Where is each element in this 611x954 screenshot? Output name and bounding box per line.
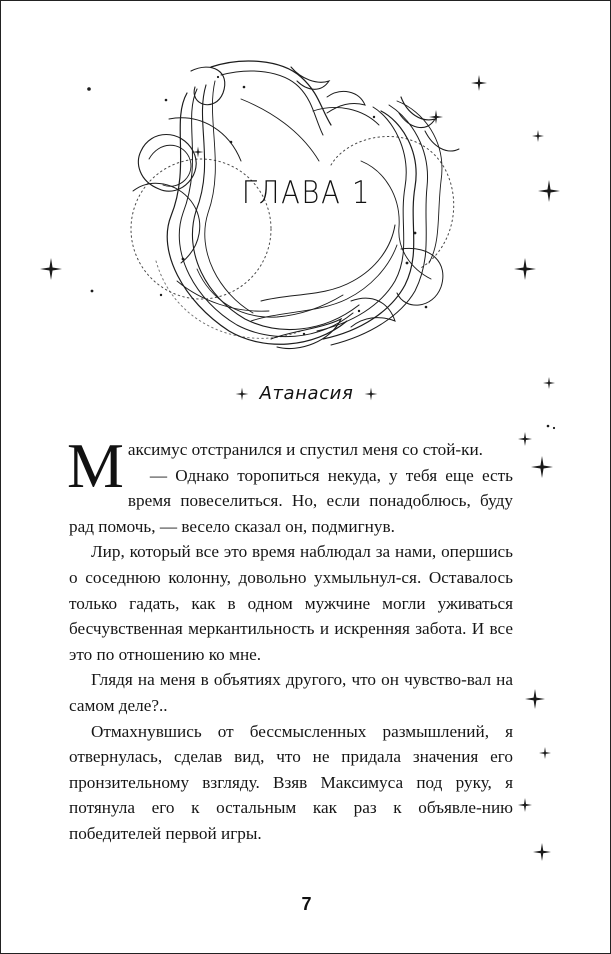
chapter-body-text	[67, 430, 513, 847]
paragraph-4: Глядя на меня в объятиях другого, что он чувство-вал на самом деле?..	[69, 670, 513, 715]
star-icon	[363, 386, 379, 402]
paragraph-3: Лир, который все это время наблюдал за нами, опершись о соседнюю колонну, довольно ухмыльнул-ся. Оставалось только гадать, как в одном мужчине могли уживаться бесчувственная меркантильность и искренняя забота. И все это по отношению ко мне.	[69, 542, 513, 664]
page-number: 7	[301, 894, 312, 914]
chapter-subtitle: Атанасия	[259, 383, 354, 404]
ribbon-wreath-ornament	[1, 1, 611, 431]
star-icon	[531, 456, 553, 478]
chapter-subtitle-row	[1, 383, 611, 404]
star-icon	[533, 843, 551, 861]
star-icon	[525, 689, 545, 709]
star-icon	[234, 386, 250, 402]
star-icon	[539, 747, 551, 759]
chapter-title: ГЛАВА 1	[241, 175, 372, 211]
drop-cap: М	[67, 430, 124, 501]
paragraph-1: Максимус отстранился и спустил меня со стой-ки.	[67, 430, 483, 501]
paragraph-2: — Однако торопиться некуда, у тебя еще есть время повеселиться. Но, если понадоблюсь, буду рад помочь, — весело сказал он, подмигнув.	[69, 465, 513, 536]
paragraph-5: Отмахнувшись от бессмысленных размышлений, я отвернулась, сделав вид, что не придала значения его пронзительному взгляду. Взяв Максимуса под руку, я потянула его к остальным как раз к объявле-нию победителей первой игры.	[69, 721, 513, 843]
star-icon	[518, 798, 532, 812]
star-icon	[518, 432, 532, 446]
